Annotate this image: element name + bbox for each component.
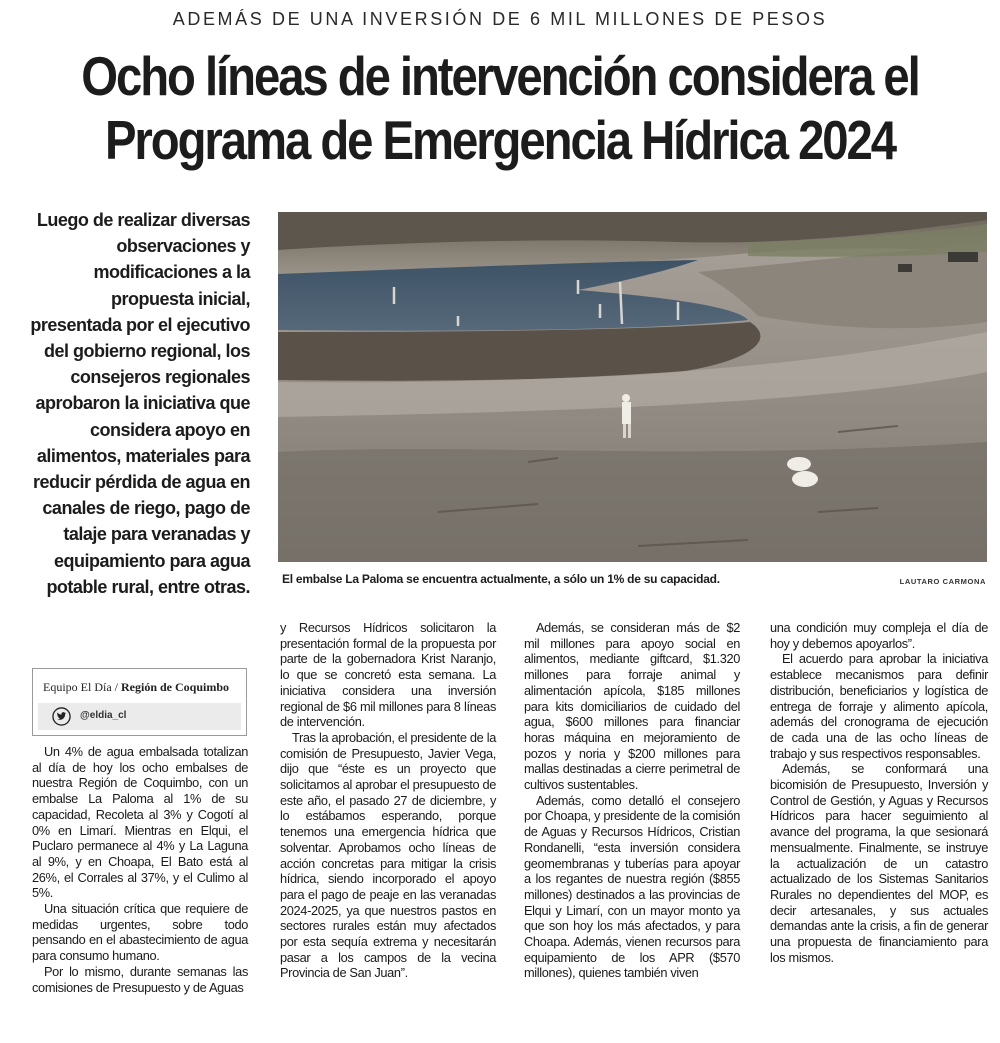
headline-line-1: Ocho líneas de intervención considera el [81, 45, 919, 107]
paragraph: Tras la aprobación, el presidente de la comisión de Presupuesto, Javier Vega, dijo que “éste es un proyecto que solicitamos al aprobar el presupuesto de este año, el pasado 27 de diciembre, y lo estábamos esperando, porque tenemos una emergencia hídrica que solventar. Aprobamos ocho líneas de acción concretas para mitigar la crisis hídrica, siendo incorporado el apoyo para el pago de peaje en las veranadas 2024-2025, ya que nuestros pastos en sectores rurales están muy afectados por esta sequía extrema y necesitarán pasar a los campos de la vecina Provincia de San Juan”. [280, 729, 496, 981]
body-column-2 [280, 620, 496, 981]
paragraph: una condición muy compleja el día de hoy y debemos apoyarlos”. [770, 620, 988, 651]
author-region: Región de Coquimbo [121, 680, 230, 694]
paragraph: Además, se consideran más de $2 mil millones para apoyo social en alimentos, mediante giftcard, $1.320 millones para forraje animal y alimentación apícola, $185 millones para kits domiciliarios de cuidado del agua, $600 millones para financiar horas máquina en mejoramiento de pozos y noria y $200 millones para mallas destinadas a cierre perimetral de cultivos sustentables. [524, 620, 740, 793]
author-byline [43, 680, 229, 695]
paragraph: Además, se conformará una bicomisión de Presupuesto, Inversión y Control de Gestión, y Aguas y Recursos Hídricos para hacer seguimiento al avance del programa, la que sesionará mensualmente. Finalmente, se instruye la actualización de un catastro actualizado de los Sistemas Sanitarios Rurales no dependientes del MOP, es decir artesanales, y sus actuales demandas ante la crisis, a fin de generar una propuesta de financiamiento para los mismos. [770, 761, 988, 965]
body-column-1 [32, 744, 248, 995]
photo-caption: El embalse La Paloma se encuentra actualmente, a sólo un 1% de su capacidad. [282, 572, 720, 586]
headline [70, 44, 930, 172]
reservoir-photo-illustration [278, 212, 987, 562]
photo-credit: LAUTARO CARMONA [899, 577, 986, 586]
paragraph: El acuerdo para aprobar la iniciativa establece mecanismos para definir distribución, beneficiarios y logística de entrega de forraje y alimento apícola, además del cronograma de ejecución de cada una de las ocho líneas de trabajo y sus respectivos responsables. [770, 651, 988, 761]
author-separator: / [114, 680, 118, 694]
author-name: Equipo El Día [43, 680, 112, 694]
paragraph: y Recursos Hídricos solicitaron la presentación formal de la propuesta por parte de la gobernadora Krist Naranjo, lo que se concretó esta semana. La iniciativa considera una inversión regional de $6 mil millones para 8 líneas de intervención. [280, 620, 496, 730]
twitter-handle[interactable]: @eldia_cl [80, 710, 127, 721]
kicker: ADEMÁS DE UNA INVERSIÓN DE 6 MIL MILLONES DE PESOS [172, 9, 828, 29]
paragraph: Además, como detalló el consejero por Choapa, y presidente de la comisión de Aguas y Recursos Hídricos, Cristian Rondanelli, “esta inversión considera geomembranas y tuberías para apoyar a los regantes de nuestra región ($855 millones) destinados a las provincias de Elqui y Limarí, con un mayor monto ya que son hoy los más afectados, y para Choapa. Además, vienen recursos para equipamiento de los APR ($570 millones), quienes también viven [524, 792, 740, 981]
body-column-4 [770, 620, 988, 965]
headline-line-2: Programa de Emergencia Hídrica 2024 [104, 109, 896, 171]
author-box [32, 668, 247, 736]
twitter-icon[interactable] [52, 707, 71, 726]
author-social[interactable] [38, 703, 241, 730]
reservoir-photo [278, 212, 987, 562]
paragraph: Una situación crítica que requiere de medidas urgentes, sobre todo pensando en el abastecimiento de agua para consumo humano. [32, 901, 248, 964]
paragraph: Por lo mismo, durante semanas las comisiones de Presupuesto y de Aguas [32, 963, 248, 995]
body-column-3 [524, 620, 740, 981]
paragraph: Un 4% de agua embalsada totalizan al día de hoy los ocho embalses de nuestra Región de Coquimbo, con un embalse La Paloma al 1% de su capacidad, Recoleta al 3% y Cogotí al 0% en Limarí. Mientras en Elqui, el Puclaro permanece al 4% y La Laguna al 9%, y en Choapa, El Bato está al 26%, el Corrales al 37%, y el Culimo al 5%. [32, 744, 248, 901]
lede: Luego de realizar diversas observaciones y modificaciones a la propuesta inicial, presentada por el ejecutivo del gobierno regional, los consejeros regionales aprobaron la iniciativa que considera apoyo en alimentos, materiales para reducir pérdida de agua en canales de riego, pago de talaje para veranadas y equipamiento para agua potable rural, entre otras. [30, 210, 250, 597]
